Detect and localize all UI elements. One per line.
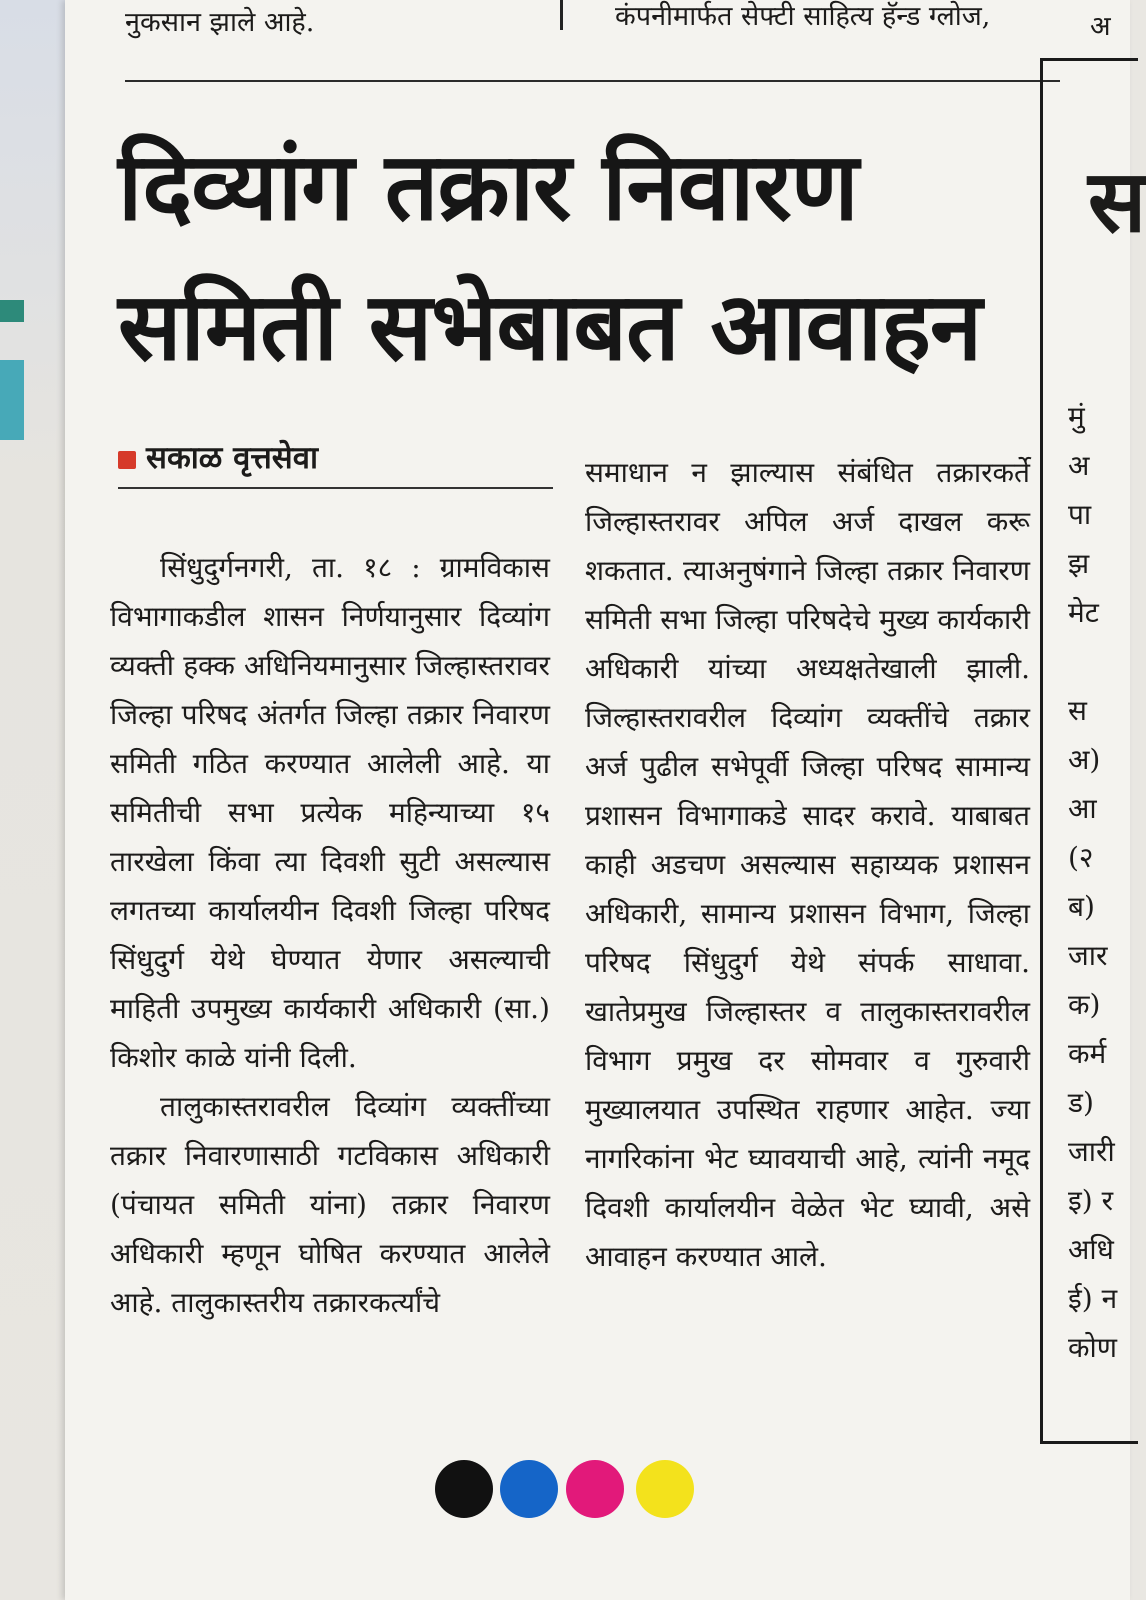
adjacent-text-line: जार <box>1068 939 1108 972</box>
adjacent-text-line: अ) <box>1068 743 1101 776</box>
adjacent-text-line: इ) र <box>1068 1184 1114 1217</box>
adjacent-text-line: जारी <box>1068 1135 1115 1168</box>
column-separator <box>560 0 563 30</box>
edge-color-mark <box>0 360 24 440</box>
adjacent-headline-fragment: स <box>1088 152 1146 252</box>
byline-rule <box>118 487 553 489</box>
adjacent-text-line: (२ <box>1068 841 1094 874</box>
adjacent-text-line: ई) न <box>1068 1282 1118 1315</box>
registration-dot-black <box>435 1460 493 1518</box>
adjacent-text-line: कर्म <box>1068 1037 1107 1070</box>
adjacent-text-line: मुं <box>1068 400 1085 433</box>
headline-top-rule <box>125 80 1060 82</box>
article-paragraph: सिंधुदुर्गनगरी, ता. १८ : ग्रामविकास विभागाकडील शासन निर्णयानुसार दिव्यांग व्यक्ती हक्क अधिनियमानुसार जिल्हास्तरावर जिल्हा परिषद अंतर्गत जिल्हा तक्रार निवारण समिती गठित करण्यात आलेली आहे. या समितीची सभा प्रत्येक महिन्याच्या १५ तारखेला किंवा त्या दिवशी सुटी असल्यास लगतच्या कार्यालयीन दिवशी जिल्हा परिषद सिंधुदुर्ग येथे घेण्यात येणार असल्याची माहिती उपमुख्य कार्यकारी अधिकारी (सा.) किशोर काळे यांनी दिली. <box>110 551 550 1074</box>
article-column-1 <box>110 543 550 1327</box>
adjacent-article-text <box>1068 392 1138 1372</box>
byline-text: सकाळ वृत्तसेवा <box>146 440 319 476</box>
adjacent-text-line <box>1068 637 1138 686</box>
adjacent-page-edge <box>0 0 65 1600</box>
registration-dot-cyan <box>500 1460 558 1518</box>
registration-dot-yellow <box>636 1460 694 1518</box>
adjacent-text-line: आ <box>1068 792 1097 825</box>
byline-bullet-icon <box>118 451 136 469</box>
adjacent-text-line: स <box>1068 694 1087 727</box>
previous-article-fragment-left: नुकसान झाले आहे. <box>125 7 315 38</box>
article-headline <box>118 118 1058 398</box>
adjacent-text-line: झ <box>1068 547 1090 580</box>
article-paragraph: समाधान न झाल्यास संबंधित तक्रारकर्ते जिल्हास्तरावर अपिल अर्ज दाखल करू शकतात. त्याअनुषंगाने जिल्हा तक्रार निवारण समिती सभा जिल्हा परिषदेचे मुख्य कार्यकारी अधिकारी यांच्या अध्यक्षतेखाली झाली. जिल्हास्तरावरील दिव्यांग व्यक्तींचे तक्रार अर्ज पुढील सभेपूर्वी जिल्हा परिषद सामान्य प्रशासन विभागाकडे सादर करावे. याबाबत काही अडचण असल्यास सहाय्यक प्रशासन अधिकारी, सामान्य प्रशासन विभाग, जिल्हा परिषद सिंधुदुर्ग येथे संपर्क साधावा. खातेप्रमुख जिल्हास्तर व तालुकास्तरावरील विभाग प्रमुख दर सोमवार व गुरुवारी मुख्यालयात उपस्थित राहणार आहेत. ज्या नागरिकांना भेट घ्यावयाची आहे, त्यांनी नमूद दिवशी कार्यालयीन वेळेत भेट घ्यावी, असे आवाहन करण्यात आले. <box>585 456 1030 1273</box>
adjacent-text-line: पा <box>1068 498 1092 531</box>
adjacent-text-line: मेट <box>1068 596 1099 629</box>
previous-article-fragment-right: कंपनीमार्फत सेफ्टी साहित्य हॅन्ड ग्लोज, <box>615 1 991 32</box>
adjacent-text-line: ड) <box>1068 1086 1094 1119</box>
adjacent-text-line: ब) <box>1068 890 1095 923</box>
adjacent-text-line: कोण <box>1068 1331 1118 1364</box>
article-column-2 <box>585 448 1030 1281</box>
edge-color-mark <box>0 300 24 322</box>
adjacent-text-line: अ <box>1068 449 1090 482</box>
adjacent-top-fragment: अ <box>1090 11 1111 42</box>
byline <box>118 436 318 478</box>
headline-line-1: दिव्यांग तक्रार निवारण <box>118 133 858 242</box>
article-paragraph: तालुकास्तरावरील दिव्यांग व्यक्तींच्या तक्रार निवारणासाठी गटविकास अधिकारी (पंचायत समिती यांना) तक्रार निवारण अधिकारी म्हणून घोषित करण्यात आलेले आहे. तालुकास्तरीय तक्रारकर्त्यांचे <box>110 1090 550 1319</box>
adjacent-text-line: अधि <box>1068 1233 1114 1266</box>
adjacent-text-line: क) <box>1068 988 1101 1021</box>
headline-line-2: समिती सभेबाबत आवाहन <box>118 273 982 382</box>
registration-dot-magenta <box>566 1460 624 1518</box>
